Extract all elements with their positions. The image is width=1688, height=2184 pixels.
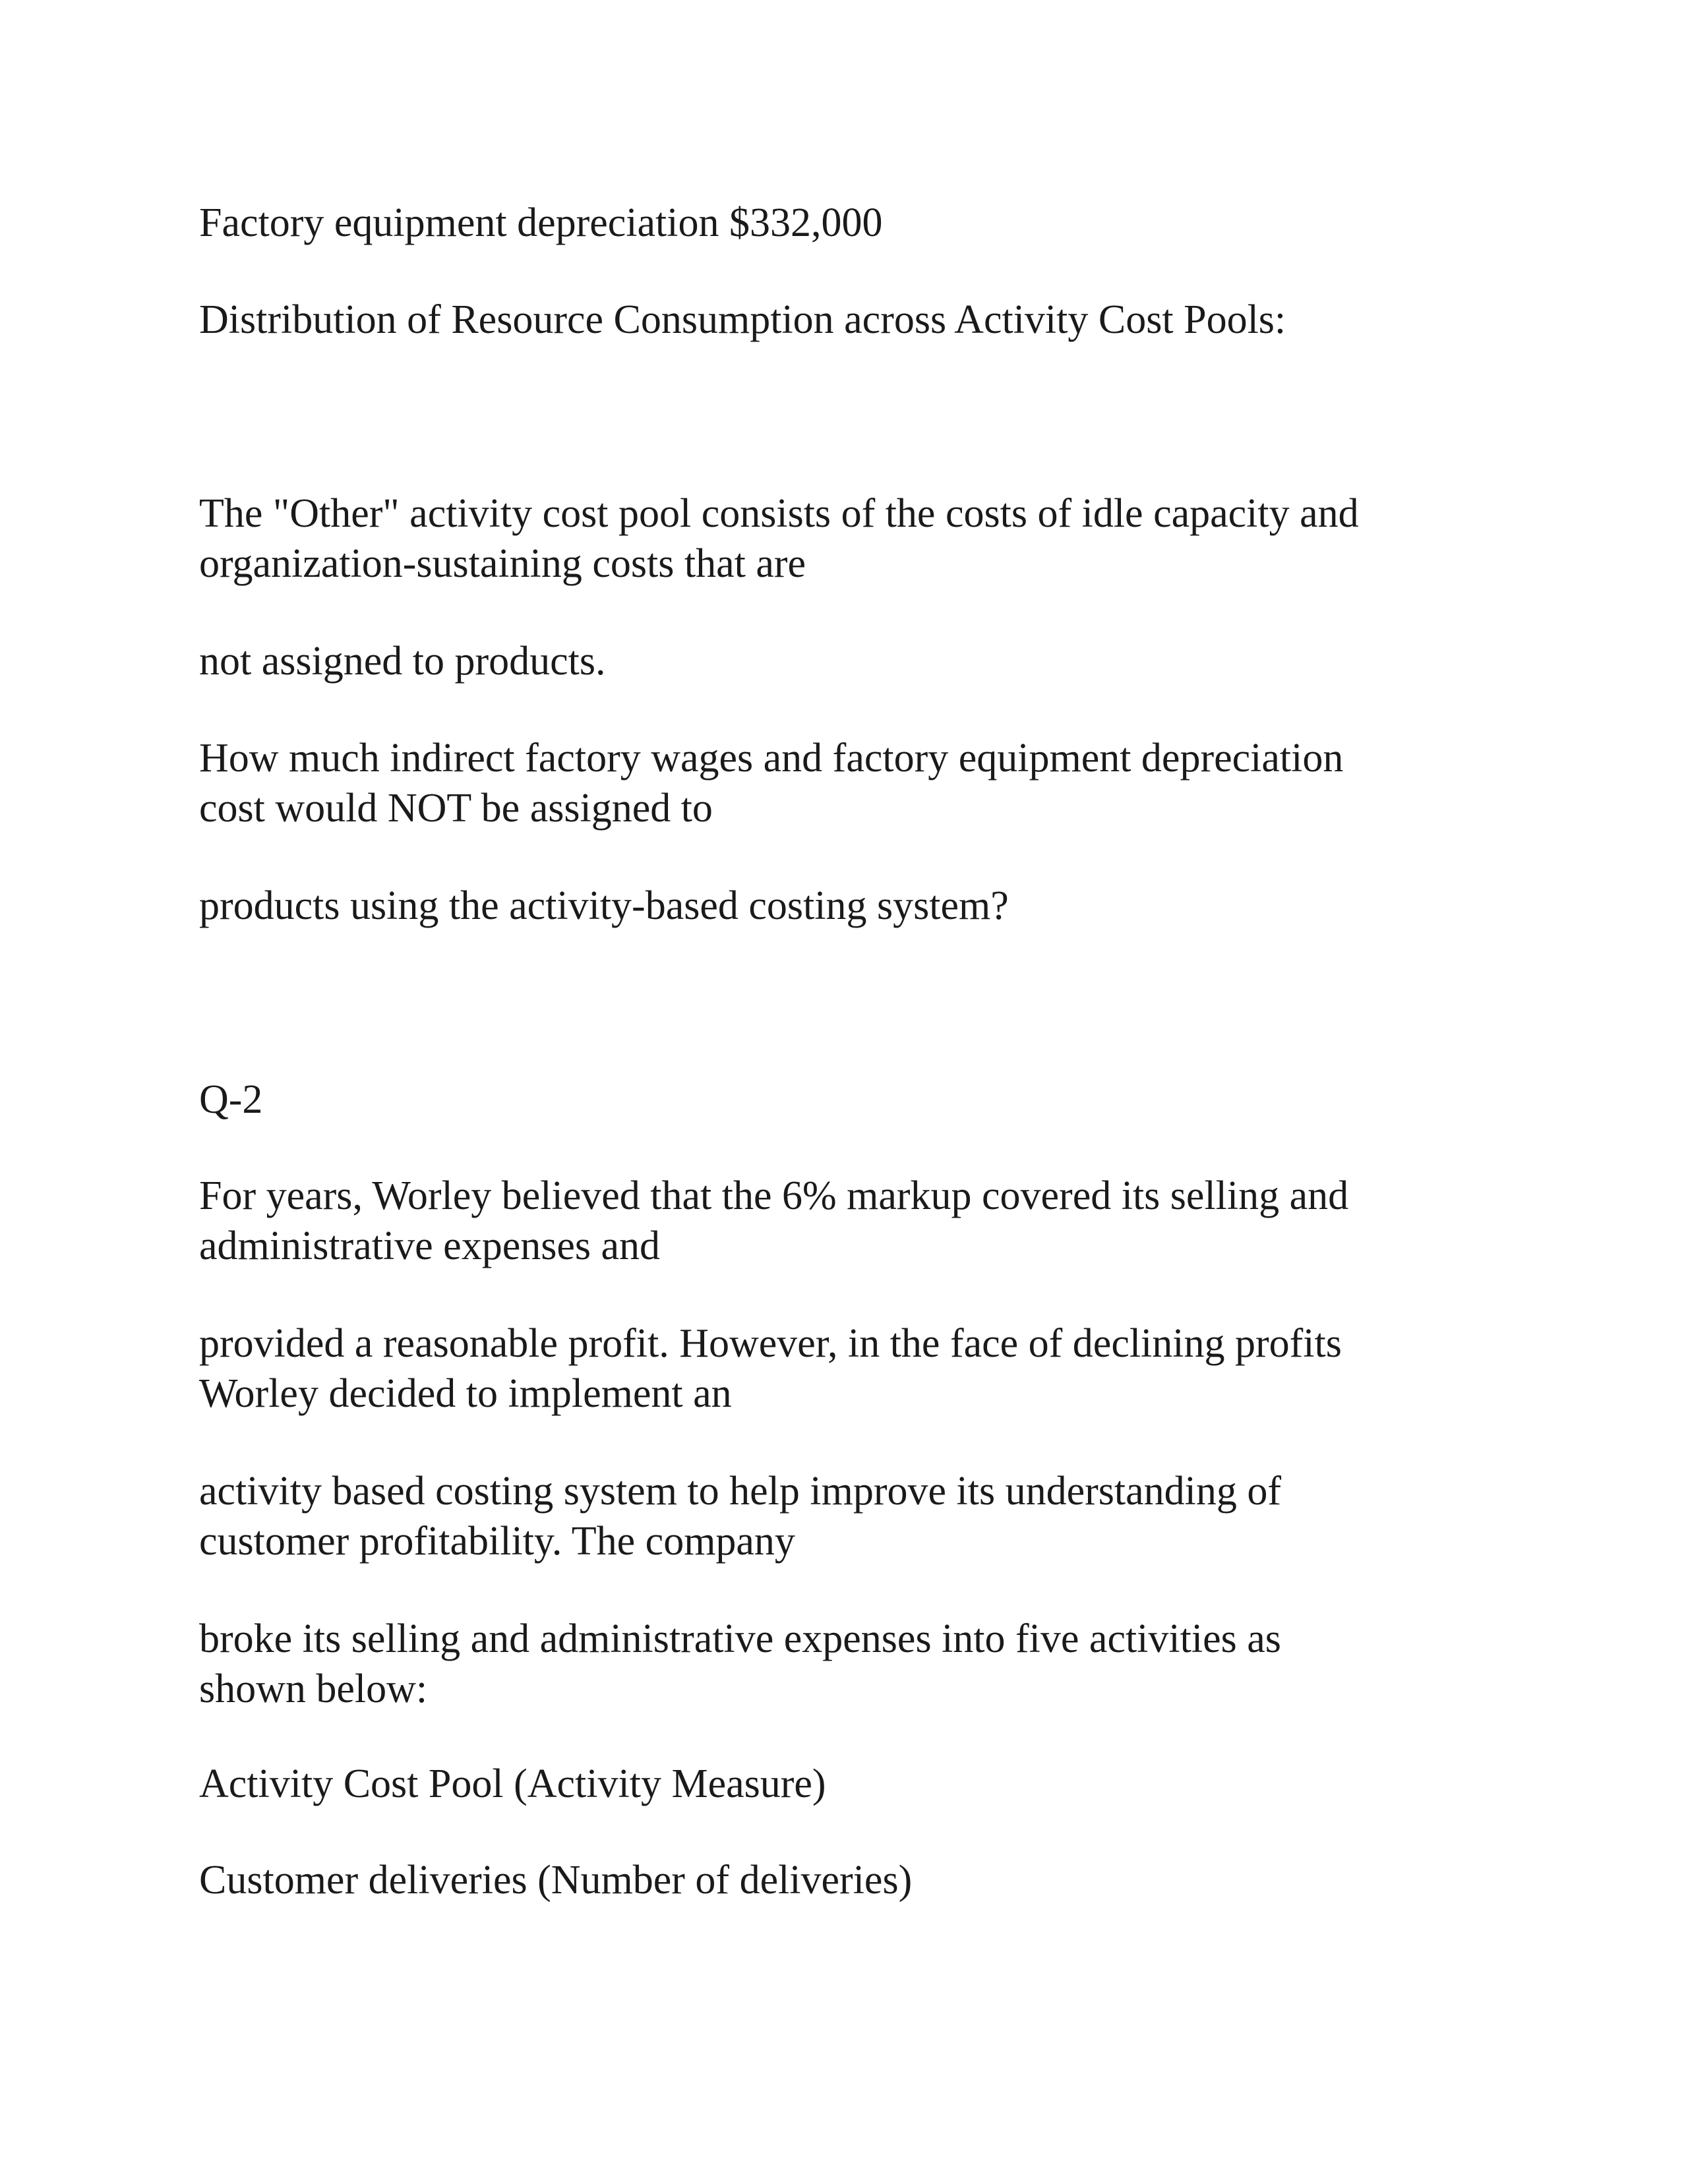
text-line: How much indirect factory wages and factory equipment depreciation	[199, 736, 1344, 781]
paragraph-equipment-depreciation	[199, 198, 1518, 248]
paragraph-question	[199, 733, 1518, 833]
text-line: The "Other" activity cost pool consists of the costs of idle capacity and	[199, 491, 1359, 536]
text-line: Worley decided to implement an	[199, 1371, 732, 1416]
text-line: broke its selling and administrative expenses into five activities as	[199, 1616, 1281, 1661]
text-line: activity based costing system to help improve its understanding of	[199, 1469, 1282, 1514]
question-number	[199, 1075, 1518, 1125]
text-line: products using the activity-based costing system?	[199, 883, 1009, 928]
paragraph-other-pool	[199, 488, 1518, 589]
paragraph-worley-abc	[199, 1466, 1518, 1566]
text-line: customer profitability. The company	[199, 1519, 795, 1564]
paragraph-not-assigned	[199, 636, 1518, 686]
text-line: Customer deliveries (Number of deliveries)	[199, 1858, 913, 1903]
text-line: cost would NOT be assigned to	[199, 786, 713, 831]
text-line: For years, Worley believed that the 6% markup covered its selling and	[199, 1173, 1349, 1218]
text-line: Q-2	[199, 1077, 263, 1122]
text-line: administrative expenses and	[199, 1224, 661, 1268]
text-line: Activity Cost Pool (Activity Measure)	[199, 1761, 826, 1806]
text-line: shown below:	[199, 1667, 428, 1711]
paragraph-distribution-heading	[199, 295, 1518, 345]
paragraph-five-activities	[199, 1614, 1518, 1714]
paragraph-activity-header	[199, 1759, 1518, 1809]
paragraph-worley-profit	[199, 1318, 1518, 1419]
paragraph-worley-intro	[199, 1171, 1518, 1271]
text-line: not assigned to products.	[199, 639, 606, 684]
text-line: provided a reasonable profit. However, in the face of declining profits	[199, 1321, 1342, 1366]
paragraph-customer-deliveries	[199, 1855, 1518, 1905]
text-line: Distribution of Resource Consumption across Activity Cost Pools:	[199, 297, 1286, 342]
paragraph-question-end	[199, 881, 1518, 931]
text-line: organization-sustaining costs that are	[199, 541, 806, 586]
text-line: Factory equipment depreciation $332,000	[199, 200, 883, 245]
